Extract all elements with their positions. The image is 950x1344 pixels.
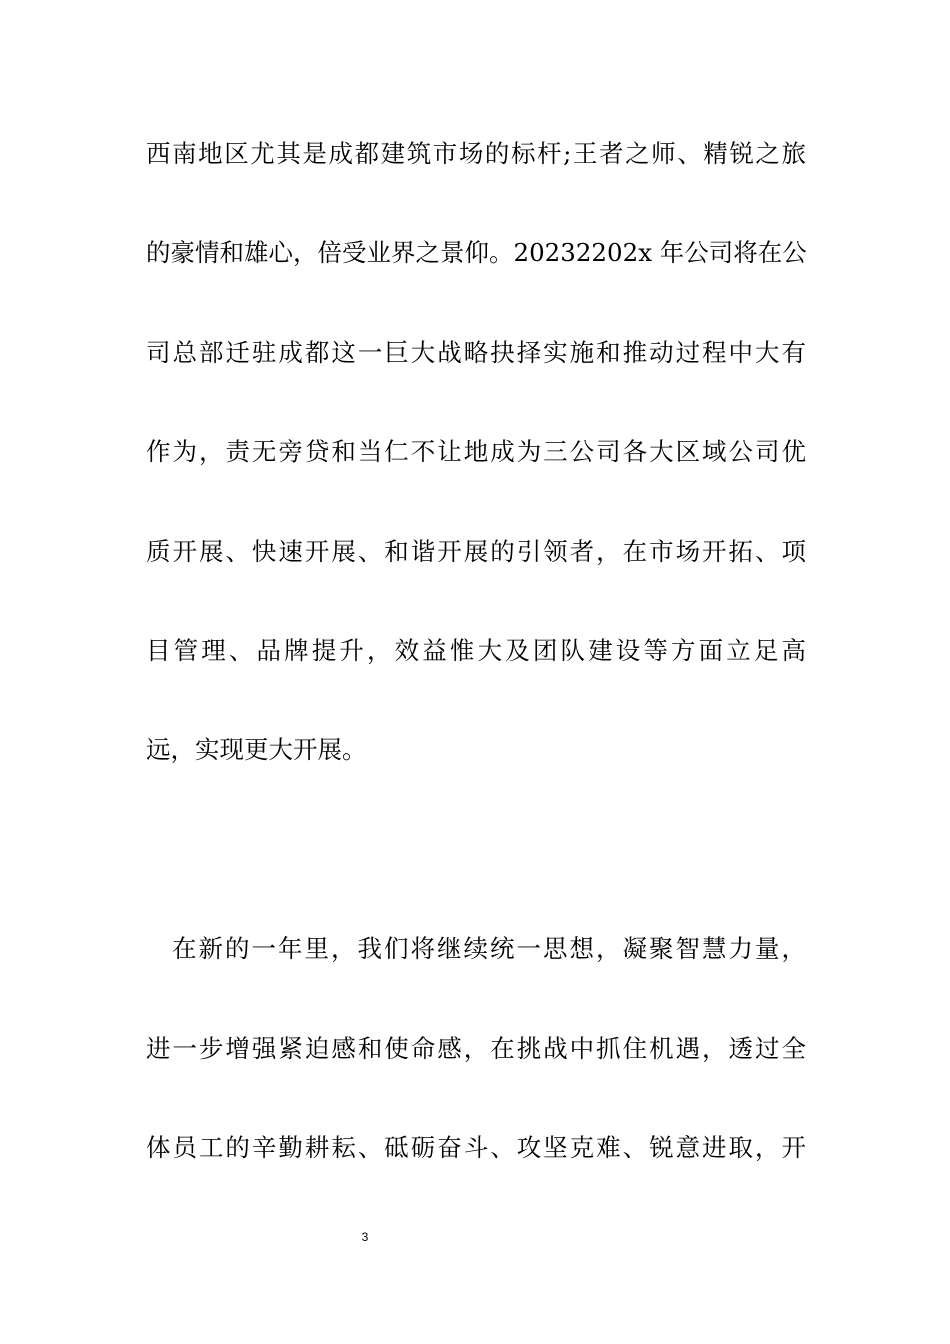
paragraph-1-line-5: 质开展、快速开展、和谐开展的引领者，在市场开拓、项 (146, 537, 806, 566)
paragraph-1-line-7: 远，实现更大开展。 (146, 735, 367, 764)
paragraph-1-line-4: 作为，责无旁贷和当仁不让地成为三公司各大区域公司优 (146, 437, 806, 466)
page-number: 3 (361, 1230, 369, 1244)
paragraph-1-line-1: 西南地区尤其是成都建筑市场的标杆;王者之师、精锐之旅 (146, 139, 806, 168)
paragraph-1-line-6: 目管理、品牌提升，效益惟大及团队建设等方面立足高 (146, 636, 806, 665)
paragraph-1-line-3: 司总部迁驻成都这一巨大战略抉择实施和推动过程中大有 (146, 338, 806, 367)
paragraph-2-line-2: 进一步增强紧迫感和使命感，在挑战中抓住机遇，透过全 (146, 1034, 806, 1063)
paragraph-1-line-2: 的豪情和雄心，倍受业界之景仰。20232202x 年公司将在公 (146, 238, 807, 267)
paragraph-2-line-1: 在新的一年里，我们将继续统一思想，凝聚智慧力量， (172, 934, 806, 963)
paragraph-2-line-3: 体员工的辛勤耕耘、砥砺奋斗、攻坚克难、锐意进取，开 (146, 1133, 806, 1162)
